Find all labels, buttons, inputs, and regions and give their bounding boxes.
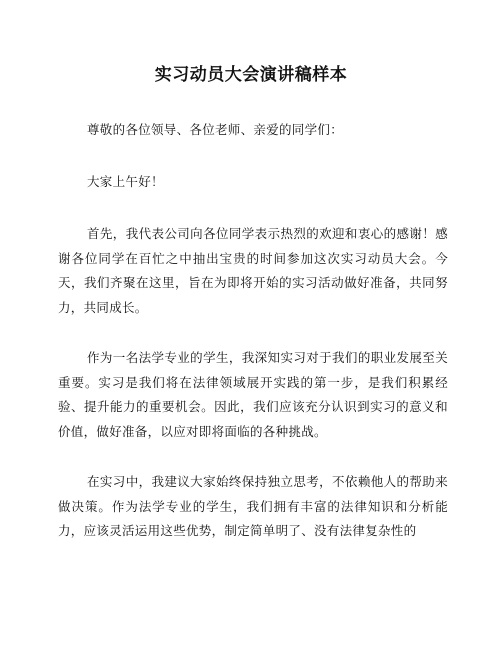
body-paragraph: 首先，我代表公司向各位同学表示热烈的欢迎和衷心的感谢！感谢各位同学在百忙之中抽出宝贵的时间参加这次实习动员大会。今天，我们齐聚在这里，旨在为即将开始的实习活动做好准备，共同努力，共同成长。	[58, 226, 448, 315]
body-paragraph: 在实习中，我建议大家始终保持独立思考，不依赖他人的帮助来做决策。作为法学专业的学生，我们拥有丰富的法律知识和分析能力，应该灵活运用这些优势，制定简单明了、没有法律复杂性的	[58, 474, 448, 538]
document-title: 实习动员大会演讲稿样本	[154, 65, 348, 85]
greeting-paragraph: 大家上午好！	[87, 174, 164, 189]
body-paragraph: 作为一名法学专业的学生，我深知实习对于我们的职业发展至关重要。实习是我们将在法律领域展开实践的第一步，是我们积累经验、提升能力的重要机会。因此，我们应该充分认识到实习的意义和价值，做好准备，以应对即将面临的各种挑战。	[58, 350, 448, 439]
salutation-paragraph: 尊敬的各位领导、各位老师、亲爱的同学们：	[87, 122, 344, 137]
